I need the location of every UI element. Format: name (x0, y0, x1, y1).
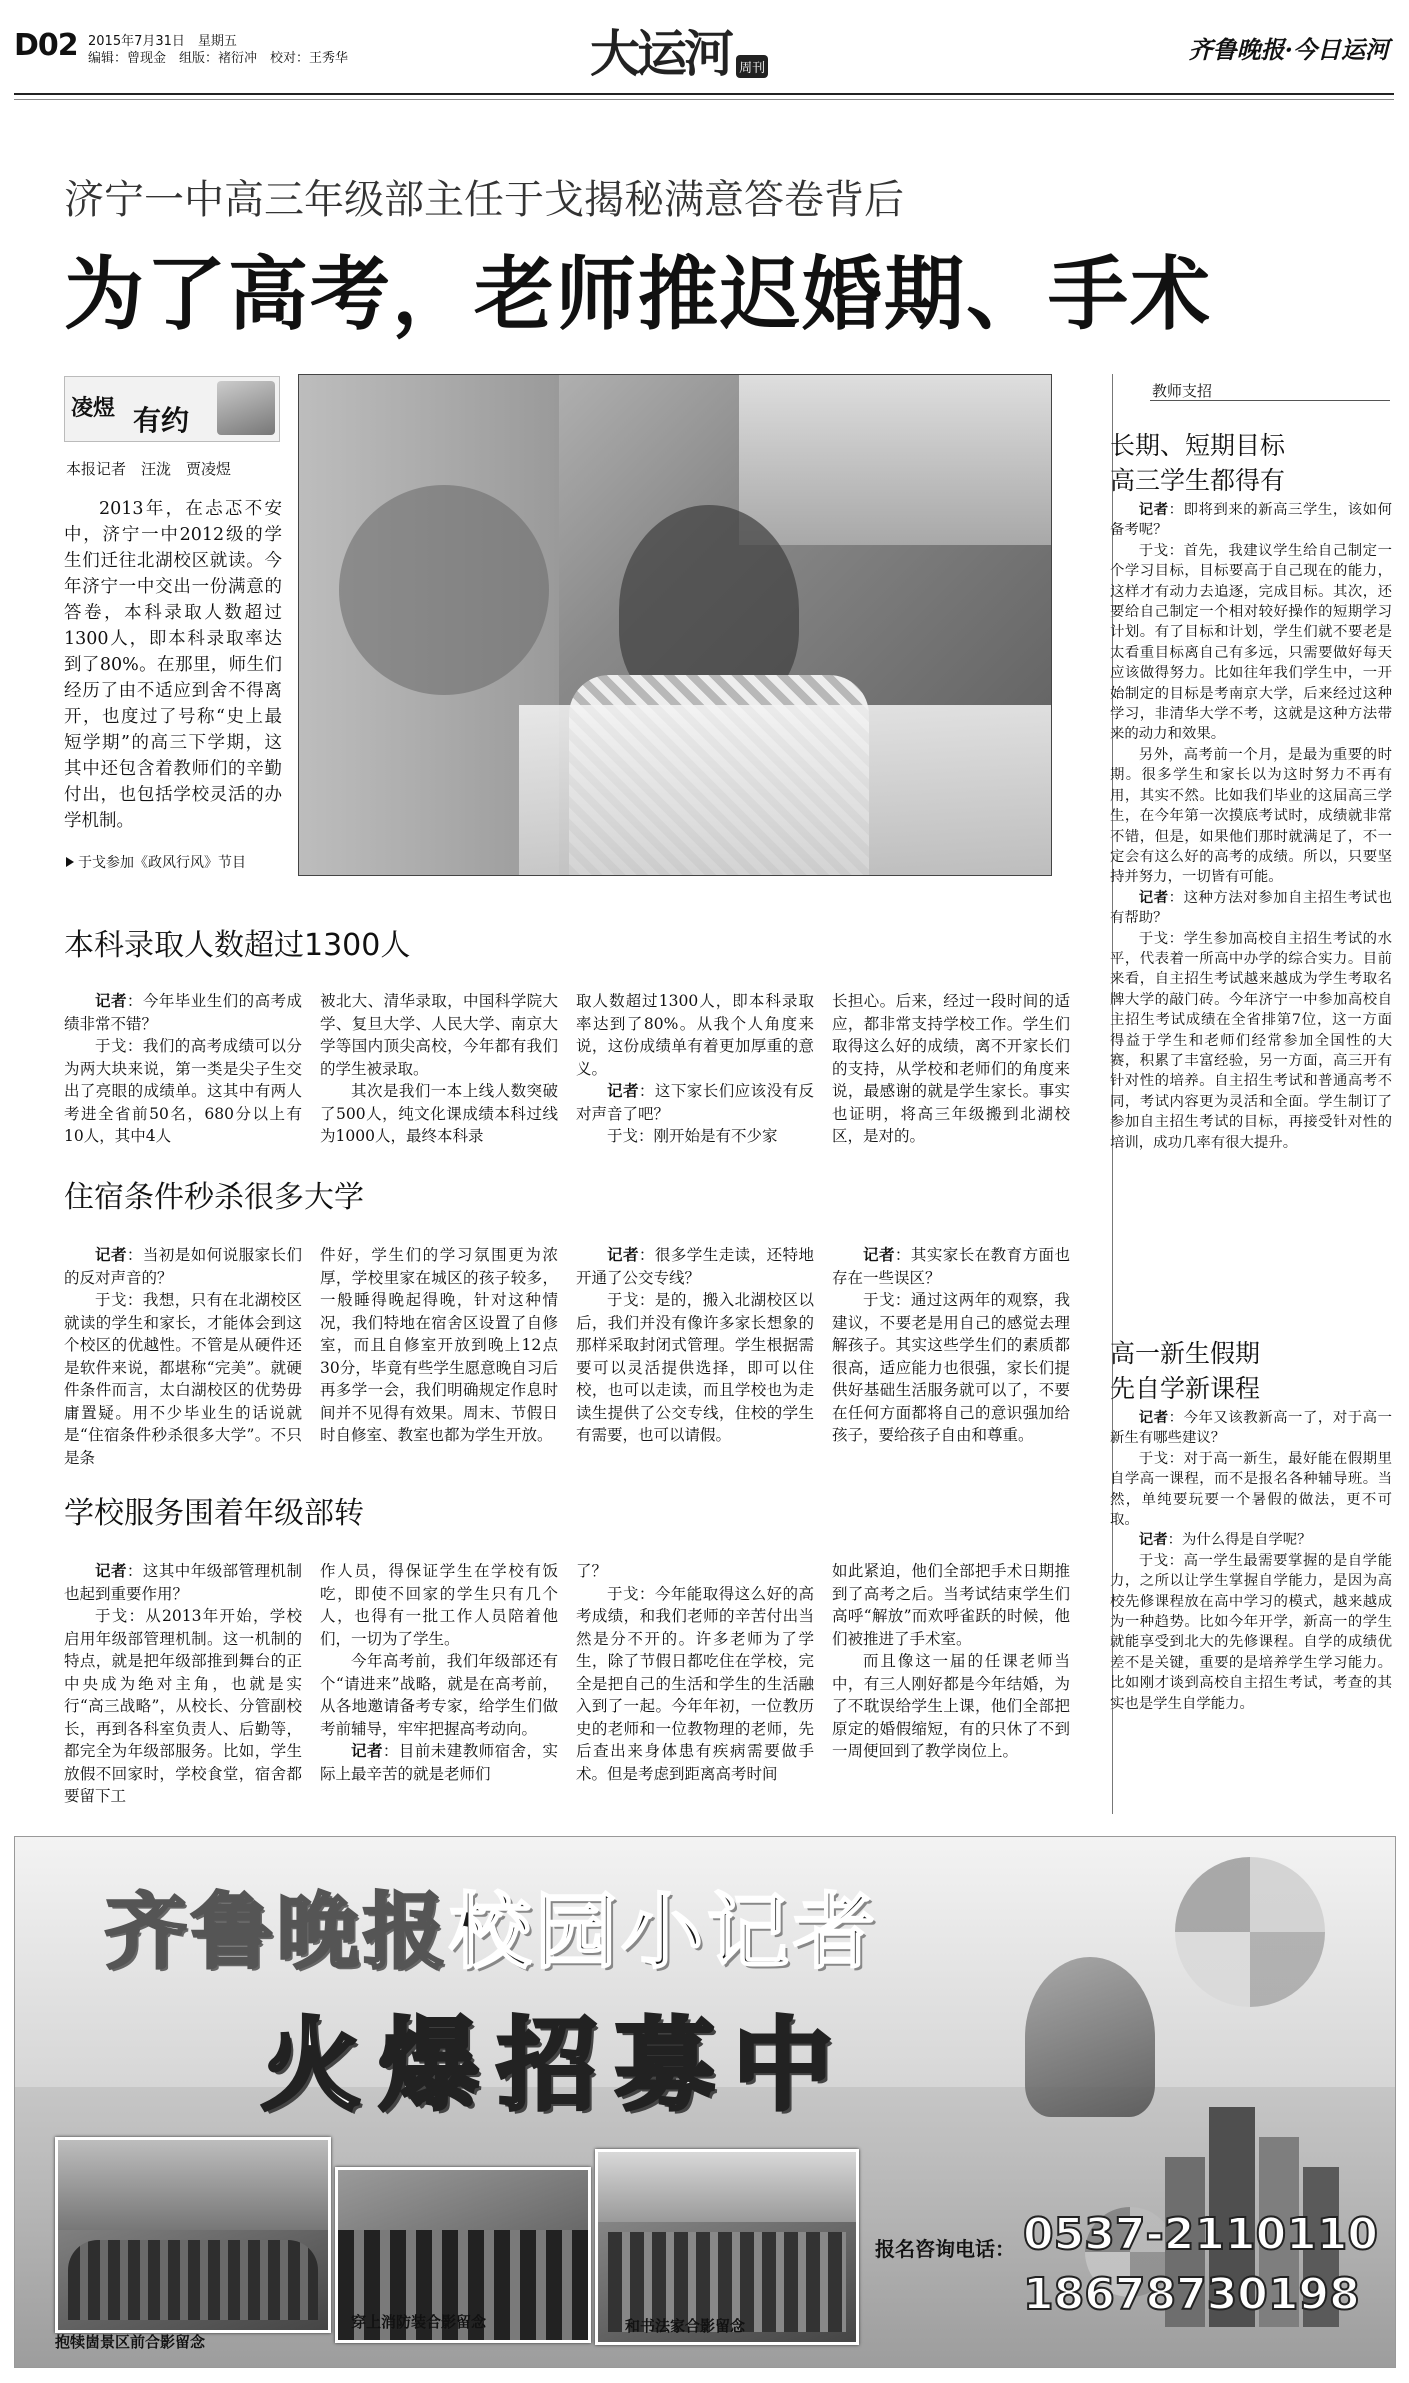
column-logo-name: 凌煜 (71, 396, 116, 421)
reporter-portrait (217, 381, 275, 435)
section-1-col-3 (576, 990, 814, 1148)
section-2-col-1 (64, 1244, 302, 1469)
ad-headline-line2: 火爆招募中 (261, 2007, 851, 2124)
caption-arrow-icon (66, 857, 74, 867)
paragraph: 取人数超过1300人，即本科录取率达到了80%。从我个人角度来说，这份成绩单有着更加厚重的意义。 (576, 992, 814, 1078)
ad-photo-2-caption: 穿上消防装合影留念 (351, 2313, 487, 2331)
paragraph: 而且像这一届的任课老师当中，有三人刚好都是今年结婚，为了不耽误给学生上课，他们全部把原定的婚假缩短，有的只休了不到一周便回到了教学岗位上。 (832, 1652, 1070, 1760)
sidebar-section-1-text (1110, 500, 1392, 1153)
paragraph: 如此紧迫，他们全部把手术日期推到了高考之后。当考试结束学生们高呼“解放”而欢呼雀跃的时候，他们被推进了手术室。 (832, 1562, 1070, 1648)
ad-hotline-label: 报名咨询电话： (875, 2237, 1015, 2261)
ad-photo-1 (55, 2137, 331, 2333)
paragraph: 今年高考前，我们年级部还有个“请进来”战略，就是在高考前，从各地邀请备考专家，给学生们做考前辅导，牢牢把握高考动向。 (320, 1652, 558, 1738)
paragraph: 另外，高考前一个月，是最为重要的时期。很多学生和家长以为这时努力不再有用，其实不然。比如我们毕业的这届高三学生，在今年第一次摸底考试时，成绩就非常不错，但是，如果他们那时就满足了，不一定会有这么好的高考的成绩。所以，只要坚持并努力，一切皆有可能。 (1110, 746, 1392, 886)
kicker-headline: 济宁一中高三年级部主任于戈揭秘满意答卷背后 (64, 177, 904, 223)
section-1-col-2 (320, 990, 558, 1148)
column-logo (64, 376, 280, 442)
sidebar-label: 教师支招 (1152, 382, 1213, 400)
sidebar-section-2-text (1110, 1408, 1392, 1714)
main-headline: 为了高考，老师推迟婚期、手术 (64, 248, 1212, 341)
ad-brand: 齐鲁晚报 (105, 1885, 450, 1980)
sidebar-section-1-title: 长期、短期目标 高三学生都得有 (1110, 431, 1286, 495)
ad-phone-2: 18678730198 (1023, 2269, 1360, 2320)
staff-credits: 编辑：曾现金 组版：褚衍冲 校对：王秀华 (88, 51, 349, 66)
section-3-col-4 (832, 1560, 1070, 1763)
lead-paragraph: 2013年，在忐忑不安中，济宁一中2012级的学生们迁往北湖校区就读。今年济宁一中交出一份满意的答卷，本科录取人数超过1300人，即本科录取率达到了80%。在那里，师生们经历了由不适应到舍不得离开，也度过了号称“史上最短学期”的高三下学期，这其中还包含着教师们的辛勤付出，也包括学校灵活的办学机制。 (64, 499, 282, 831)
paragraph: 被北大、清华录取，中国科学院大学、复旦大学、人民大学、南京大学等国内顶尖高校，今年都有我们的学生被录取。 (320, 992, 558, 1078)
ad-pinwheel-icon (1175, 1857, 1325, 2007)
masthead-tag: 周刊 (736, 55, 768, 78)
paragraph: 记者：这其中年级部管理机制也起到重要作用？ (64, 1561, 302, 1603)
paragraph: 记者：其实家长在教育方面也存在一些误区？ (832, 1245, 1070, 1287)
paragraph: 于戈：刚开始是有不少家 (607, 1127, 778, 1145)
paragraph: 记者：很多学生走读，还特地开通了公交专线？ (576, 1245, 814, 1287)
paragraph: 于戈：首先，我建议学生给自己制定一个学习目标，目标要高于自己现在的能力，这样才有动力去追逐，完成目标。其次，还要给自己制定一个相对较好操作的短期学习计划。有了目标和计划，学生们就不要老是太看重目标离自己有多远，只需要做好每天应该做得努力。比如往年我们学生中，一开始制定的目标是考南京大学，后来经过这种学习，非清华大学不考，这就是这种方法带来的动力和效果。 (1110, 542, 1392, 743)
paragraph: 于戈：今年能取得这么好的高考成绩，和我们老师的辛苦付出当然是分不开的。许多老师为了学生，除了节假日都吃住在学校，完全是把自己的生活和学生的生活融入到了一起。今年年初，一位教历史的老师和一位教物理的老师，先后查出来身体患有疾病需要做手术。但是考虑到距离高考时间 (576, 1584, 814, 1783)
paragraph: 于戈：我们的高考成绩可以分为两大块来说，第一类是尖子生交出了亮眼的成绩单。这其中有两人考进全省前50名，680分以上有10人，其中4人 (64, 1037, 302, 1145)
masthead-logo (590, 14, 768, 86)
paragraph: 于戈：高一学生最需要掌握的是自学能力，之所以让学生掌握自学能力，是因为高校先修课程放在高中学习的模式，越来越成为一种趋势。比如今年开学，新高一的学生就能享受到北大的先修课程。自学的成绩优差不是关键，重要的是培养学生学习能力。比如刚才谈到高校自主招生考试，考查的其实也是学生自学能力。 (1110, 1552, 1392, 1712)
issue-date: 2015年7月31日 星期五 (88, 34, 237, 49)
brand-name: 齐鲁晚报·今日运河 (1188, 35, 1389, 64)
section-1-title: 本科录取人数超过1300人 (64, 928, 411, 963)
paragraph: 件好，学生们的学习氛围更为浓厚，学校里家在城区的孩子较多，一般睡得晚起得晚，针对这种情况，我们特地在宿舍区设置了自修室，而且自修室开放到晚上12点30分，毕竟有些学生愿意晚自习后再多学一会，我们明确规定作息时间并不见得有效果。周末、节假日时自修室、教室也都为学生开放。 (320, 1246, 558, 1444)
paragraph: 记者：这种方法对参加自主招生考试也有帮助？ (1110, 888, 1392, 927)
sidebar-section-2-title: 高一新生假期 先自学新课程 (1110, 1339, 1261, 1403)
paragraph: 记者：目前未建教师宿舍，实际上最辛苦的就是老师们 (320, 1741, 558, 1783)
paragraph: 于戈：我想，只有在北湖校区就读的学生和家长，才能体会到这个校区的优越性。不管是从硬件还是软件来说，都堪称“完美”。就硬件条件而言，太白湖校区的优势毋庸置疑。用不少毕业生的话说就是“住宿条件秒杀很多大学”。不只是条 (64, 1291, 302, 1467)
section-1-col-4 (832, 990, 1070, 1148)
paragraph: 于戈：对于高一新生，最好能在假期里自学高一课程，而不是报名各种辅导班。当然，单纯要玩要一个暑假的做法，更不可取。 (1110, 1450, 1392, 1529)
section-3-col-2 (320, 1560, 558, 1785)
header-divider-thin (14, 99, 1394, 100)
section-1-col-1 (64, 990, 302, 1148)
main-photo (298, 374, 1052, 876)
photo-caption: 于戈参加《政风行风》节目 (66, 852, 246, 872)
header-divider (14, 93, 1394, 95)
paragraph: 于戈：学生参加高校自主招生考试的水平，代表着一所高中办学的综合实力。目前来看，自主招生考试越来越成为学生考取名牌大学的敲门砖。今年济宁一中参加高校自主招生考试成绩在全省排第7位，这一方面得益于学生和老师们经常参加全国性的大赛，积累了丰富经验，另一方面，高三开有针对性的培养。自主招生考试和普通高考不同，考试内容更为灵活和全面。学生制订了参加自主招生考试的目标，再接受针对性的培训，成功几率有很大提升。 (1110, 930, 1392, 1151)
paragraph: 记者：今年毕业生们的高考成绩非常不错？ (64, 991, 302, 1033)
page-number: D02 (14, 28, 78, 63)
paragraph: 记者：当初是如何说服家长们的反对声音的？ (64, 1245, 302, 1287)
paragraph: 了？ (576, 1562, 608, 1580)
ad-headline-line1 (105, 1867, 879, 1984)
recruitment-ad (14, 1836, 1396, 2368)
paragraph: 记者：即将到来的新高三学生，该如何备考呢？ (1110, 501, 1392, 539)
paragraph: 于戈：通过这两年的观察，我建议，不要老是用自己的感觉去理解孩子。其实这些学生们的素质都很高，适应能力也很强，家长们提供好基础生活服务就可以了，不要在任何方面都将自己的意识强加给孩子，要给孩子自由和尊重。 (832, 1291, 1070, 1444)
sidebar-label-rule (1150, 400, 1390, 401)
paragraph: 其次是我们一本上线人数突破了500人，纯文化课成绩本科过线为1000人，最终本科录 (320, 1082, 558, 1145)
section-3-col-1 (64, 1560, 302, 1808)
section-1-columns (64, 990, 1094, 1160)
column-logo-tag: 有约 (133, 404, 190, 437)
paragraph: 记者：为什么得是自学呢？ (1138, 1531, 1312, 1549)
paragraph: 长担心。后来，经过一段时间的适应，都非常支持学校工作。学生们取得这么好的成绩，离不开家长们的支持，从学校和老师们的角度来说，最感谢的就是学生家长。事实也证明，将高三年级搬到北湖校区，是对的。 (832, 992, 1070, 1145)
byline: 本报记者 汪泷 贾凌煜 (66, 460, 232, 478)
section-2-col-4 (832, 1244, 1070, 1447)
section-2-columns (64, 1244, 1094, 1474)
ad-phone-1: 0537-2110110 (1023, 2209, 1379, 2260)
section-3-col-3 (576, 1560, 814, 1785)
section-2-col-2 (320, 1244, 558, 1447)
paragraph: 记者：这下家长们应该没有反对声音了吧？ (576, 1081, 814, 1123)
section-2-title: 住宿条件秒杀很多大学 (64, 1180, 364, 1215)
section-3-columns (64, 1560, 1094, 1810)
ad-kid-figure (1025, 1957, 1155, 2117)
section-2-col-3 (576, 1244, 814, 1447)
paragraph: 于戈：从2013年开始，学校启用年级部管理机制。这一机制的特点，就是把年级部推到舞台的正中央成为绝对主角，也就是实行“高三战略”，从校长、分管副校长，再到各科室负责人、后勤等，都完全为年级部服务。比如，学生放假不回家时，学校食堂，宿舍都要留下工 (64, 1607, 302, 1805)
ad-program: 校园小记者 (449, 1885, 880, 1980)
ad-photo-1-caption: 抱犊崮景区前合影留念 (55, 2333, 206, 2351)
paragraph: 记者：今年又该教新高一了，对于高一新生有哪些建议？ (1110, 1409, 1392, 1447)
paragraph: 作人员，得保证学生在学校有饭吃，即使不回家的学生只有几个人，也得有一批工作人员陪着他们，一切为了学生。 (320, 1562, 558, 1648)
paragraph: 于戈：是的，搬入北湖校区以后，我们并没有像许多家长想象的那样采取封闭式管理。学生根据需要可以灵活提供选择，即可以住校，也可以走读，而且学校也为走读生提供了公交专线，住校的学生有需要，也可以请假。 (576, 1291, 814, 1444)
masthead-title: 大运河 (590, 25, 731, 83)
ad-photo-3-caption: 和书法家合影留念 (625, 2317, 746, 2335)
section-3-title: 学校服务围着年级部转 (64, 1496, 364, 1531)
